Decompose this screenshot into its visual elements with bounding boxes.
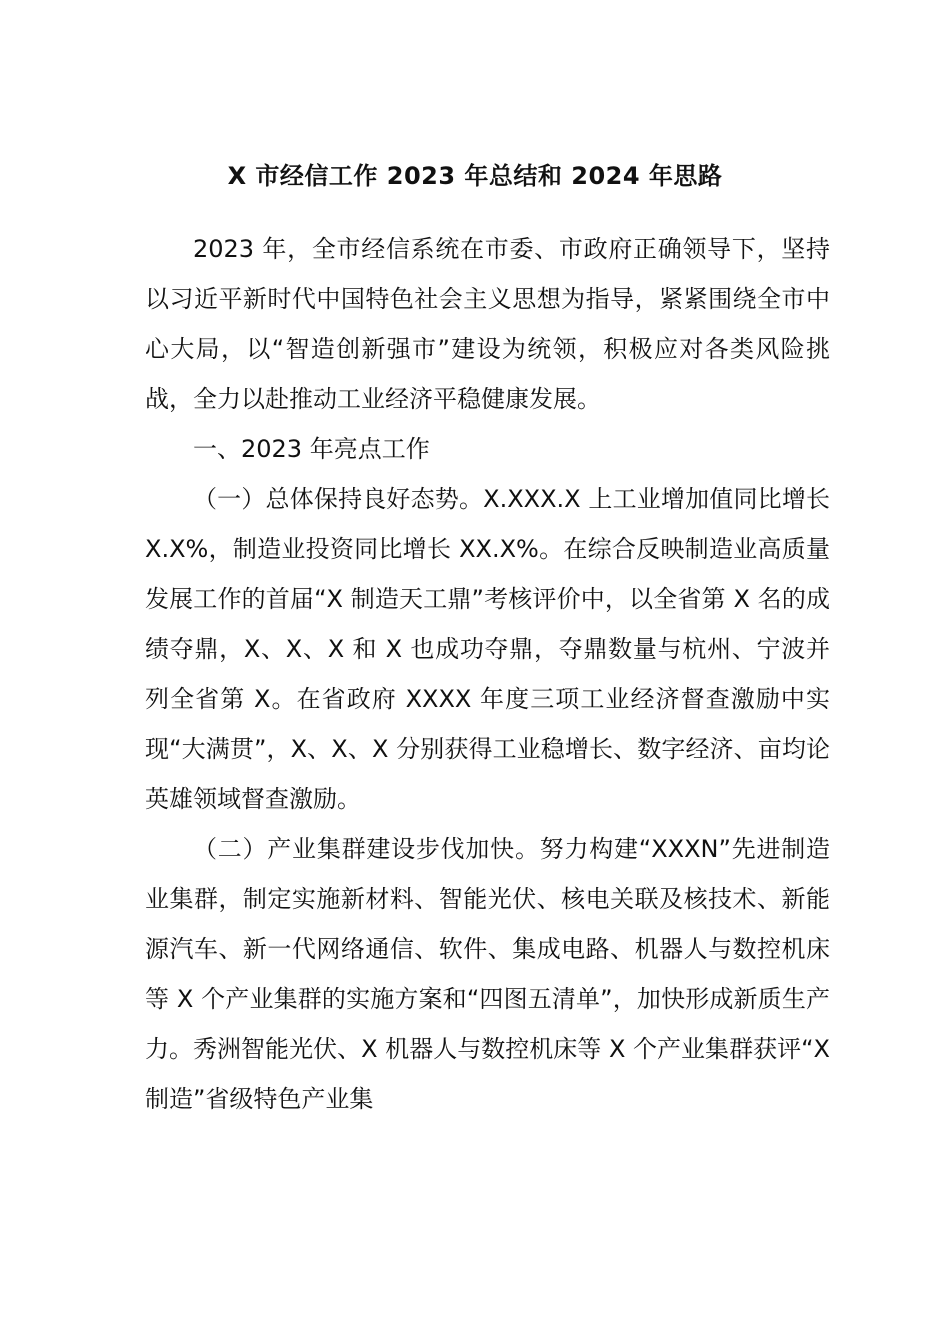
document-body — [145, 224, 830, 1124]
paragraph-overall-performance: （一）总体保持良好态势。X.XXX.X 上工业增加值同比增长 X.X%，制造业投资同比增长 XX.X%。在综合反映制造业高质量发展工作的首届“X 制造天工鼎”考核评价中，以全省第 X 名的成绩夺鼎，X、X、X 和 X 也成功夺鼎，夺鼎数量与杭州、宁波并列全省第 X。在省政府 XXXX 年度三项工业经济督查激励中实现“大满贯”，X、X、X 分别获得工业稳增长、数字经济、亩均论英雄领域督查激励。 — [145, 485, 830, 813]
document-title: X 市经信工作 2023 年总结和 2024 年思路 — [227, 162, 723, 190]
intro-paragraph: 2023 年，全市经信系统在市委、市政府正确领导下，坚持以习近平新时代中国特色社会主义思想为指导，紧紧围绕全市中心大局，以“智造创新强市”建设为统领，积极应对各类风险挑战，全力以赴推动工业经济平稳健康发展。 — [145, 235, 830, 413]
paragraph-industry-clusters: （二）产业集群建设步伐加快。努力构建“XXXN”先进制造业集群，制定实施新材料、智能光伏、核电关联及核技术、新能源汽车、新一代网络通信、软件、集成电路、机器人与数控机床等 X 个产业集群的实施方案和“四图五清单”，加快形成新质生产力。秀洲智能光伏、X 机器人与数控机床等 X 个产业集群获评“X 制造”省级特色产业集 — [145, 835, 830, 1113]
section-heading: 一、2023 年亮点工作 — [193, 435, 430, 463]
